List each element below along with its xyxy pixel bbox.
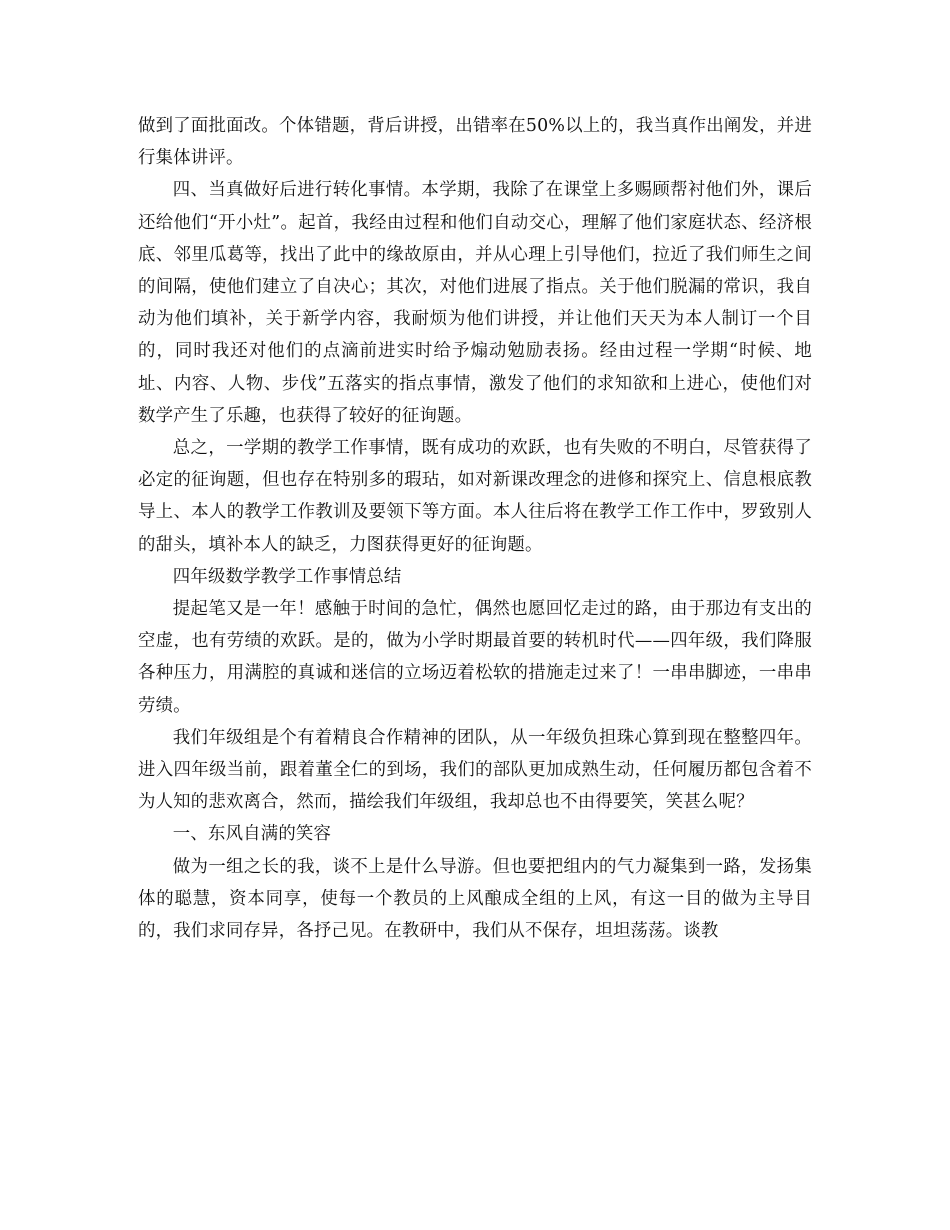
paragraph-1: 做到了面批面改。个体错题，背后讲授，出错率在50%以上的，我当真作出阐发，并进行集体讲评。 — [138, 116, 812, 169]
paragraph-8: 做为一组之长的我，谈不上是什么导游。但也要把组内的气力凝集到一路，发扬集体的聪慧，资本同享，使每一个教员的上风酿成全组的上风，有这一目的做为主导目的，我们求同存异，各抒己见。在教研中，我们从不保存，坦坦荡荡。谈教 — [138, 856, 812, 942]
paragraph-3: 总之，一学期的教学工作事情，既有成功的欢跃，也有失败的不明白，尽管获得了必定的征询题，但也存在特别多的瑕玷，如对新课改理念的进修和探究上、信息根底教导上、本人的教学工作教训及要领下等方面。本人往后将在教学工作工作中，罗致别人的甜头，填补本人的缺乏，力图获得更好的征询题。 — [138, 438, 812, 555]
paragraph-5: 提起笔又是一年！感触于时间的急忙，偶然也愿回忆走过的路，由于那边有支出的空虚，也有劳绩的欢跃。是的，做为小学时期最首要的转机时代——四年级，我们降服各种压力，用满腔的真诚和迷信的立场迈着松软的措施走过来了！一串串脚迹，一串串劳绩。 — [138, 599, 812, 716]
section-heading-one: 一、东风自满的笑容 — [172, 824, 332, 845]
paragraph-6: 我们年级组是个有着精良合作精神的团队，从一年级负担珠心算到现在整整四年。进入四年级当前，跟着董全仁的到场，我们的部队更加成熟生动，任何履历都包含着不为人知的悲欢离合，然而，描绘我们年级组，我却总也不由得要笑，笑甚么呢？ — [138, 727, 812, 813]
document-body — [138, 110, 812, 947]
section-heading-summary: 四年级数学教学工作事情总结 — [172, 566, 402, 587]
paragraph-2: 四、当真做好后进行转化事情。本学期，我除了在课堂上多赐顾帮衬他们外，课后还给他们“开小灶”。起首，我经由过程和他们自动交心，理解了他们家庭状态、经济根底、邻里瓜葛等，找出了此中的缘故原由，并从心理上引导他们，拉近了我们师生之间的间隔，使他们建立了自决心；其次，对他们进展了指点。关于他们脱漏的常识，我自动为他们填补，关于新学内容，我耐烦为他们讲授，并让他们天天为本人制订一个目的，同时我还对他们的点滴前进实时给予煽动勉励表扬。经由过程一学期“时候、地址、内容、人物、步伐”五落实的指点事情，激发了他们的求知欲和上进心，使他们对数学产生了乐趣，也获得了较好的征询题。 — [138, 180, 812, 426]
